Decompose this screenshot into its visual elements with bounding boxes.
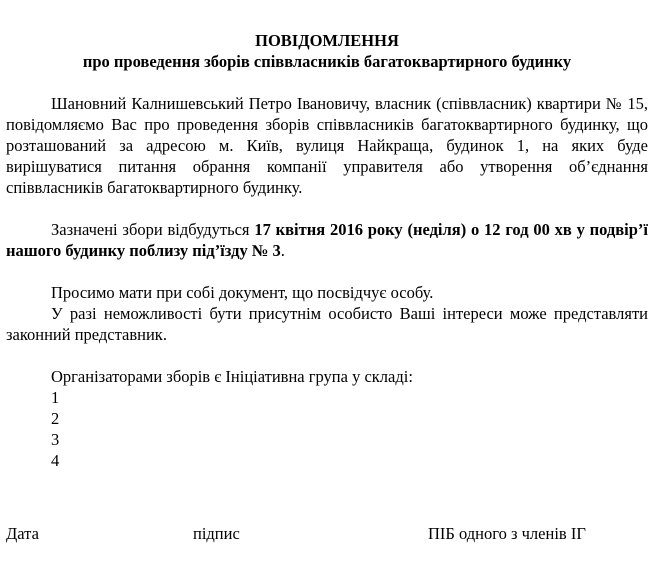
notice-document xyxy=(6,30,648,471)
organizers-lead: Організаторами зборів є Ініціативна група у складі: xyxy=(51,367,413,386)
name-label: ПІБ одного з членів ІГ xyxy=(428,524,586,543)
organizer-item: 3 xyxy=(51,430,60,449)
organizer-item: 2 xyxy=(51,409,60,428)
document-title: ПОВІДОМЛЕННЯ xyxy=(255,31,399,50)
organizer-item: 4 xyxy=(51,451,60,470)
spacer xyxy=(6,345,648,366)
meeting-paragraph xyxy=(6,219,648,261)
organizer-item: 1 xyxy=(51,388,60,407)
intro-paragraph: Шановний Калнишевський Петро Івановичу, власник (співвласник) квартири № 15, повідомляємо Вас про проведення зборів співвласників багатоквартирного будинку, що розташований за адресою м. Київ, вулиця Найкраща, будинок 1, на яких буде вирішуватися питання обрання компанії управителя або утворення об’єднання співвласників багатоквартирного будинку. xyxy=(6,94,648,197)
representative-note: У разі неможливості бути присутнім особисто Ваші інтереси може представляти законний представник. xyxy=(6,304,648,344)
meeting-lead: Зазначені збори відбудуться xyxy=(51,220,255,239)
meeting-date-place: 17 квітня 2016 року (неділя) о 12 год 00 хв у подвір’ї нашого будинку поблизу під’їзду № 3 xyxy=(6,220,649,260)
spacer xyxy=(6,261,648,282)
spacer xyxy=(6,198,648,219)
document-note: Просимо мати при собі документ, що посвідчує особу. xyxy=(51,283,434,302)
document-subtitle: про проведення зборів співвласників багатоквартирного будинку xyxy=(82,52,572,71)
signature-line xyxy=(0,523,658,545)
organizers-list xyxy=(6,387,648,471)
date-label: Дата xyxy=(6,524,39,543)
spacer xyxy=(6,72,648,93)
meeting-end: . xyxy=(280,241,285,260)
signature-label: підпис xyxy=(193,524,240,543)
